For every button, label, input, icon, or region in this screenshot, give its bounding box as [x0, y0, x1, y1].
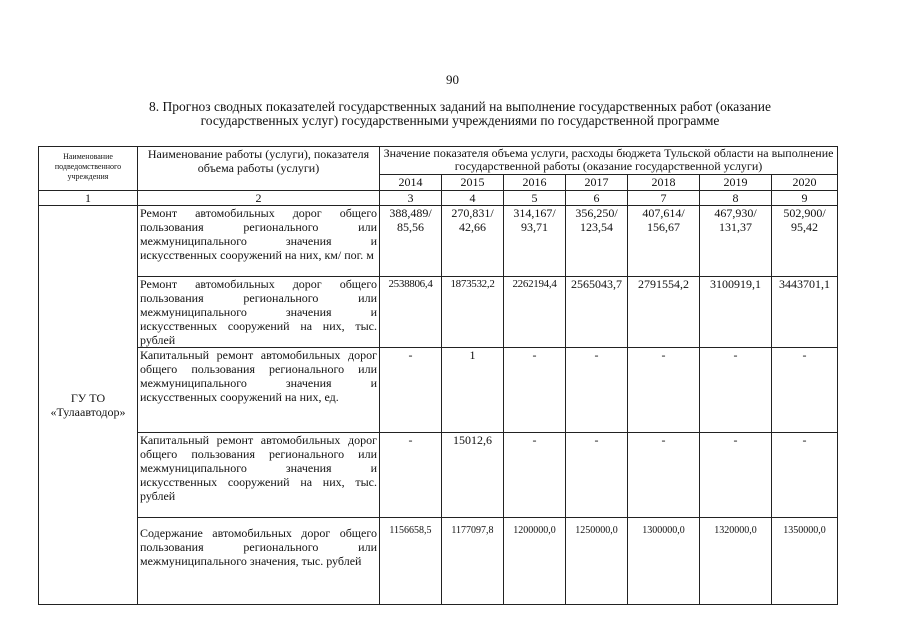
year-cell: 2017 — [566, 175, 628, 191]
column-number: 7 — [628, 191, 700, 206]
page-number: 90 — [446, 72, 459, 87]
header-values: Значение показателя объема услуги, расходы бюджета Тульской области на выполнение государственной работы (оказание государственной услуги) — [380, 147, 838, 175]
value-cell: - — [772, 433, 838, 518]
value-cell: 2565043,7 — [566, 277, 628, 348]
value-cell: - — [566, 433, 628, 518]
value-cell: 270,831/ 42,66 — [442, 206, 504, 277]
work-description: Ремонт автомобильных дорог общего пользования регионального или межмуниципального значения и искусственных сооружений на них, км/ пог. м — [138, 206, 380, 277]
header-work: Наименование работы (услуги), показателя объема работы (услуги) — [138, 147, 380, 191]
value-cell: - — [772, 348, 838, 433]
value-cell: 1300000,0 — [628, 518, 700, 605]
value-cell: 1177097,8 — [442, 518, 504, 605]
value-cell: 1156658,5 — [380, 518, 442, 605]
value-cell: 2262194,4 — [504, 277, 566, 348]
column-number: 4 — [442, 191, 504, 206]
value-cell: 1 — [442, 348, 504, 433]
value-cell: 314,167/ 93,71 — [504, 206, 566, 277]
value-cell: 1350000,0 — [772, 518, 838, 605]
column-number: 5 — [504, 191, 566, 206]
column-number: 8 — [700, 191, 772, 206]
value-cell: 15012,6 — [442, 433, 504, 518]
value-cell: 3443701,1 — [772, 277, 838, 348]
value-cell: 2791554,2 — [628, 277, 700, 348]
table-row — [39, 348, 838, 433]
value-cell: 467,930/ 131,37 — [700, 206, 772, 277]
column-numbers-row — [39, 191, 838, 206]
value-cell: - — [380, 433, 442, 518]
value-cell: - — [700, 348, 772, 433]
value-cell: 2538806,4 — [380, 277, 442, 348]
title-line-2: государственных услуг) государственными учреждениями по государственной программе — [200, 113, 720, 128]
year-cell: 2020 — [772, 175, 838, 191]
year-cell: 2019 — [700, 175, 772, 191]
value-cell: 1320000,0 — [700, 518, 772, 605]
value-cell: - — [504, 433, 566, 518]
value-cell: 388,489/ 85,56 — [380, 206, 442, 277]
header-row — [39, 147, 838, 175]
column-number: 3 — [380, 191, 442, 206]
table-row — [39, 206, 838, 277]
value-cell: - — [628, 433, 700, 518]
value-cell: 407,614/ 156,67 — [628, 206, 700, 277]
work-description: Капитальный ремонт автомобильных дорог общего пользования регионального или межмуниципального значения и искусственных сооружений на них, ед. — [138, 348, 380, 433]
value-cell: - — [628, 348, 700, 433]
value-cell: - — [504, 348, 566, 433]
document-title — [100, 100, 820, 128]
value-cell: - — [380, 348, 442, 433]
value-cell: 356,250/ 123,54 — [566, 206, 628, 277]
forecast-table — [38, 146, 838, 605]
value-cell: 1250000,0 — [566, 518, 628, 605]
year-cell: 2016 — [504, 175, 566, 191]
value-cell: 1873532,2 — [442, 277, 504, 348]
year-cell: 2014 — [380, 175, 442, 191]
year-cell: 2018 — [628, 175, 700, 191]
table-row — [39, 277, 838, 348]
header-org: Наименование подведомственного учреждения — [39, 147, 138, 191]
work-description: Содержание автомобильных дорог общего пользования регионального или межмуниципального значения, тыс. рублей — [138, 518, 380, 605]
column-number: 6 — [566, 191, 628, 206]
column-number: 9 — [772, 191, 838, 206]
table-row — [39, 433, 838, 518]
value-cell: 3100919,1 — [700, 277, 772, 348]
work-description: Капитальный ремонт автомобильных дорог общего пользования регионального или межмуниципального значения и искусственных сооружений на них, тыс. рублей — [138, 433, 380, 518]
year-cell: 2015 — [442, 175, 504, 191]
value-cell: 502,900/ 95,42 — [772, 206, 838, 277]
value-cell: 1200000,0 — [504, 518, 566, 605]
work-description: Ремонт автомобильных дорог общего пользования регионального или межмуниципального значения и искусственных сооружений на них, тыс. рублей — [138, 277, 380, 348]
title-line-1: 8. Прогноз сводных показателей государственных заданий на выполнение государственных работ (оказание — [149, 99, 771, 114]
org-name: ГУ ТО «Тулаавтодор» — [39, 206, 138, 605]
column-number: 2 — [138, 191, 380, 206]
value-cell: - — [700, 433, 772, 518]
table-row — [39, 518, 838, 605]
column-number: 1 — [39, 191, 138, 206]
value-cell: - — [566, 348, 628, 433]
